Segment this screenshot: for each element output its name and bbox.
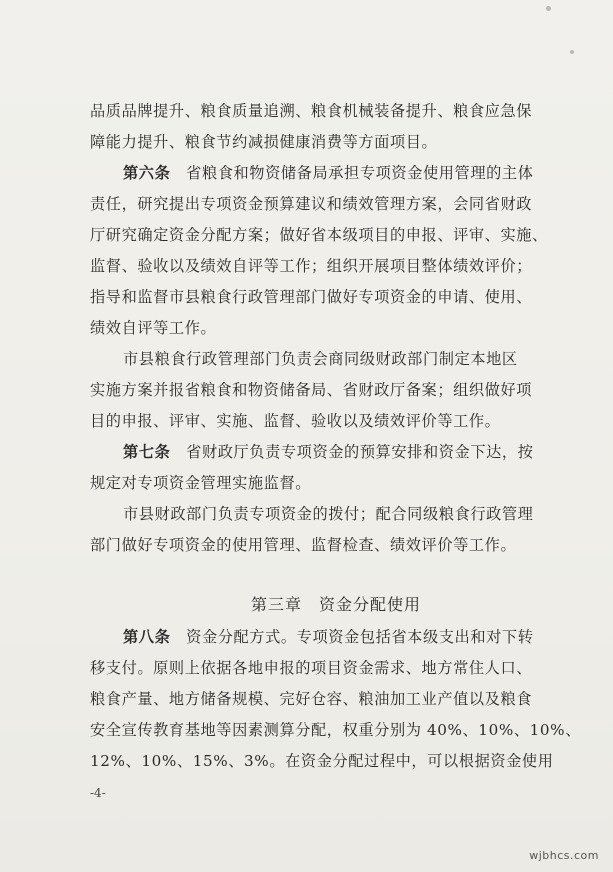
- text-line: 粮食产量、地方储备规模、完好仓容、粮油加工业产值以及粮食: [90, 690, 533, 708]
- text-span: 省财政厅负责专项资金的预算安排和资金下达，按: [170, 443, 534, 461]
- chapter-title: 第三章 资金分配使用: [250, 595, 421, 614]
- text-line: 移支付。原则上依据各地申报的项目资金需求、地方常住人口、: [90, 659, 533, 677]
- text-line: 监督、验收以及绩效自评等工作；组织开展项目整体绩效评价；: [90, 257, 533, 275]
- text-line: 规定对专项资金管理实施监督。: [90, 474, 312, 492]
- article-8: [90, 622, 582, 777]
- text-span: 省粮食和物资储备局承担专项资金使用管理的主体: [170, 164, 534, 182]
- text-line: 障能力提升、粮食节约减损健康消费等方面项目。: [90, 133, 438, 151]
- text-line: 市县财政部门负责专项资金的拨付；配合同级粮食行政管理: [123, 505, 534, 523]
- county-grain-paragraph: [90, 344, 582, 437]
- text-line: 12%、10%、15%、3%。在资金分配过程中，可以根据资金使用: [90, 752, 554, 770]
- article-6-first-line: [90, 158, 582, 189]
- article-7-first-line: [90, 437, 582, 468]
- text-line: 厅研究确定资金分配方案；做好省本级项目的申报、评审、实施、: [90, 226, 548, 244]
- text-line: 实施方案并报省粮食和物资储备局、省财政厅备案；组织做好项: [90, 381, 533, 399]
- paragraph-continuation: [90, 96, 582, 158]
- text-line: 指导和监督市县粮食行政管理部门做好专项资金的申请、使用、: [90, 288, 533, 306]
- article-8-first-line: [90, 622, 582, 653]
- site-watermark: wjbhcs.com: [529, 849, 599, 862]
- text-line: 绩效自评等工作。: [90, 319, 217, 337]
- article-heading: 第七条: [123, 443, 171, 461]
- article-6: [90, 158, 582, 344]
- paper-spot: [546, 6, 551, 11]
- text-line: 品质品牌提升、粮食质量追溯、粮食机械装备提升、粮食应急保: [90, 102, 533, 120]
- text-line: 安全宣传教育基地等因素测算分配，权重分别为 40%、10%、10%、: [90, 721, 581, 739]
- article-heading: 第六条: [123, 164, 171, 182]
- text-line: 部门做好专项资金的使用管理、监督检查、绩效评价等工作。: [90, 536, 517, 554]
- article-heading: 第八条: [123, 628, 171, 646]
- text-line: 市县粮食行政管理部门负责会商同级财政部门制定本地区: [123, 350, 518, 368]
- page-number: -4-: [90, 786, 106, 800]
- county-finance-paragraph: [90, 499, 582, 561]
- text-span: 资金分配方式。专项资金包括省本级支出和对下转: [170, 628, 534, 646]
- paper-spot: [570, 50, 574, 54]
- text-line: 目的申报、评审、实施、监督、验收以及绩效评价等工作。: [90, 412, 501, 430]
- text-line: 责任，研究提出专项资金预算建议和绩效管理方案，会同省财政: [90, 195, 533, 213]
- article-7: [90, 437, 582, 499]
